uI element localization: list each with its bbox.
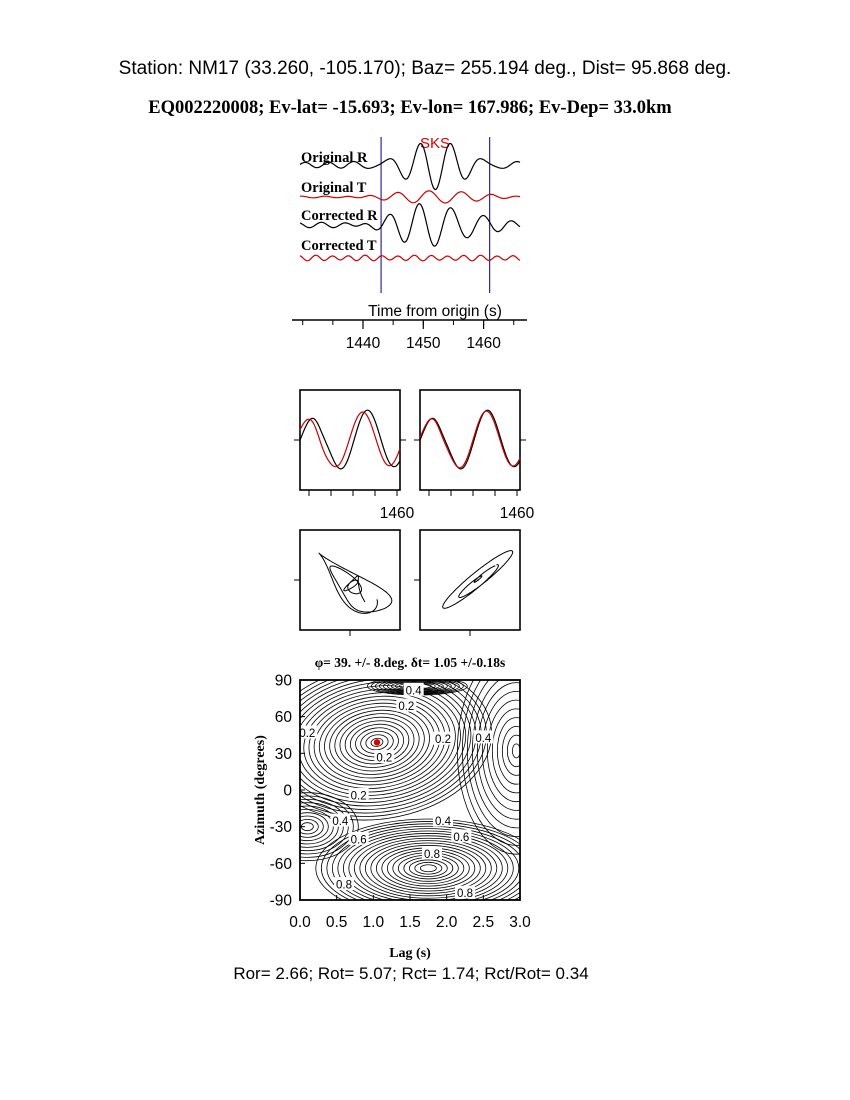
phase-label: SKS (419, 135, 451, 152)
azimuth-tick-label: 90 (274, 672, 292, 690)
contour-ylabel: Azimuth (degrees) (253, 735, 268, 845)
contour-value-label: 0.2 (435, 734, 451, 747)
azimuth-tick-label: -30 (269, 819, 292, 837)
lag-tick-label: 2.5 (472, 914, 495, 931)
contour-title: φ= 39. +/- 8.deg. δt= 1.05 +/-0.18s (314, 655, 506, 670)
lag-tick-label: 0.5 (325, 914, 348, 931)
waveform-tick-label-original: 1460 (379, 505, 415, 522)
trace-label-corrected-t: Corrected T (301, 238, 377, 254)
contour-line (497, 718, 535, 785)
lag-tick-label: 1.0 (362, 914, 385, 931)
contour-line (415, 862, 442, 874)
lag-tick-label: 0.0 (289, 914, 311, 931)
contour-value-label: 0.2 (350, 790, 367, 803)
waveform-fast (420, 410, 520, 469)
summary-line: Ror= 2.66; Rot= 5.07; Rct= 1.74; Rct/Rot= 0.34 (233, 964, 589, 983)
waveform-panel-corrected (420, 390, 520, 490)
azimuth-tick-label: 0 (283, 782, 292, 800)
lag-tick-label: 3.0 (509, 914, 531, 931)
trace-label-original-t: Original T (301, 180, 367, 196)
azimuth-tick-label: 30 (274, 745, 292, 763)
contour-value-label: 0.2 (398, 701, 415, 714)
particle-motion-trace (319, 553, 392, 613)
trace-label-original-r: Original R (301, 150, 368, 166)
contour-line (502, 726, 530, 775)
contour-line (507, 735, 525, 767)
station-info-line: Station: NM17 (33.260, -105.170); Baz= 255.194 deg., Dist= 95.868 deg. (118, 58, 732, 79)
waveform-fast (300, 410, 400, 469)
waveform-panel-original (300, 390, 400, 490)
particle-motion-panel-original (300, 530, 400, 630)
azimuth-tick-label: 60 (274, 709, 292, 727)
contour-line (492, 709, 540, 793)
time-tick-label: 1460 (466, 335, 501, 352)
event-info-line: EQ002220008; Ev-lat= -15.693; Ev-lon= 167.986; Ev-Dep= 33.0km (148, 98, 672, 118)
azimuth-tick-label: -60 (269, 855, 292, 873)
contour-value-label: 0.2 (376, 752, 393, 765)
trace-label-corrected-r: Corrected R (301, 208, 378, 224)
contour-value-label: 0.6 (350, 834, 367, 847)
contour-value-label: 0.8 (424, 849, 440, 862)
contour-value-label: 0.4 (475, 732, 492, 745)
particle-motion-trace (443, 551, 513, 609)
time-axis-label: Time from origin (s) (368, 303, 502, 320)
azimuth-tick-label: -90 (269, 892, 292, 910)
particle-motion-panel-corrected (420, 530, 520, 630)
traces-panel (292, 135, 527, 352)
contour-value-label: 0.2 (299, 728, 316, 741)
contour-value-label: 0.8 (336, 879, 352, 892)
trace-corrected-t (300, 255, 520, 261)
contour-value-label: 0.8 (457, 888, 473, 901)
contour-line (420, 865, 436, 872)
lag-tick-label: 2.0 (435, 914, 458, 931)
particle-motion-panels (294, 530, 520, 636)
best-fit-point (374, 739, 380, 745)
contour-line (349, 833, 508, 903)
time-tick-label: 1440 (345, 335, 381, 352)
contour-line (472, 674, 560, 828)
lag-tick-label: 1.5 (399, 914, 421, 931)
contour-value-label: 0.6 (453, 831, 470, 844)
contour-line (343, 831, 513, 905)
contour-value-label: 0.4 (405, 685, 422, 698)
contour-xlabel: Lag (s) (389, 946, 431, 961)
contour-value-label: 0.4 (435, 816, 451, 829)
waveform-panels (294, 390, 535, 522)
contour-value-label: 0.4 (332, 816, 349, 829)
contour-line (286, 813, 328, 841)
waveform-tick-label-corrected: 1460 (499, 505, 535, 522)
time-tick-label: 1450 (406, 335, 441, 352)
contour-panel (252, 648, 575, 961)
contour-line (487, 700, 545, 802)
